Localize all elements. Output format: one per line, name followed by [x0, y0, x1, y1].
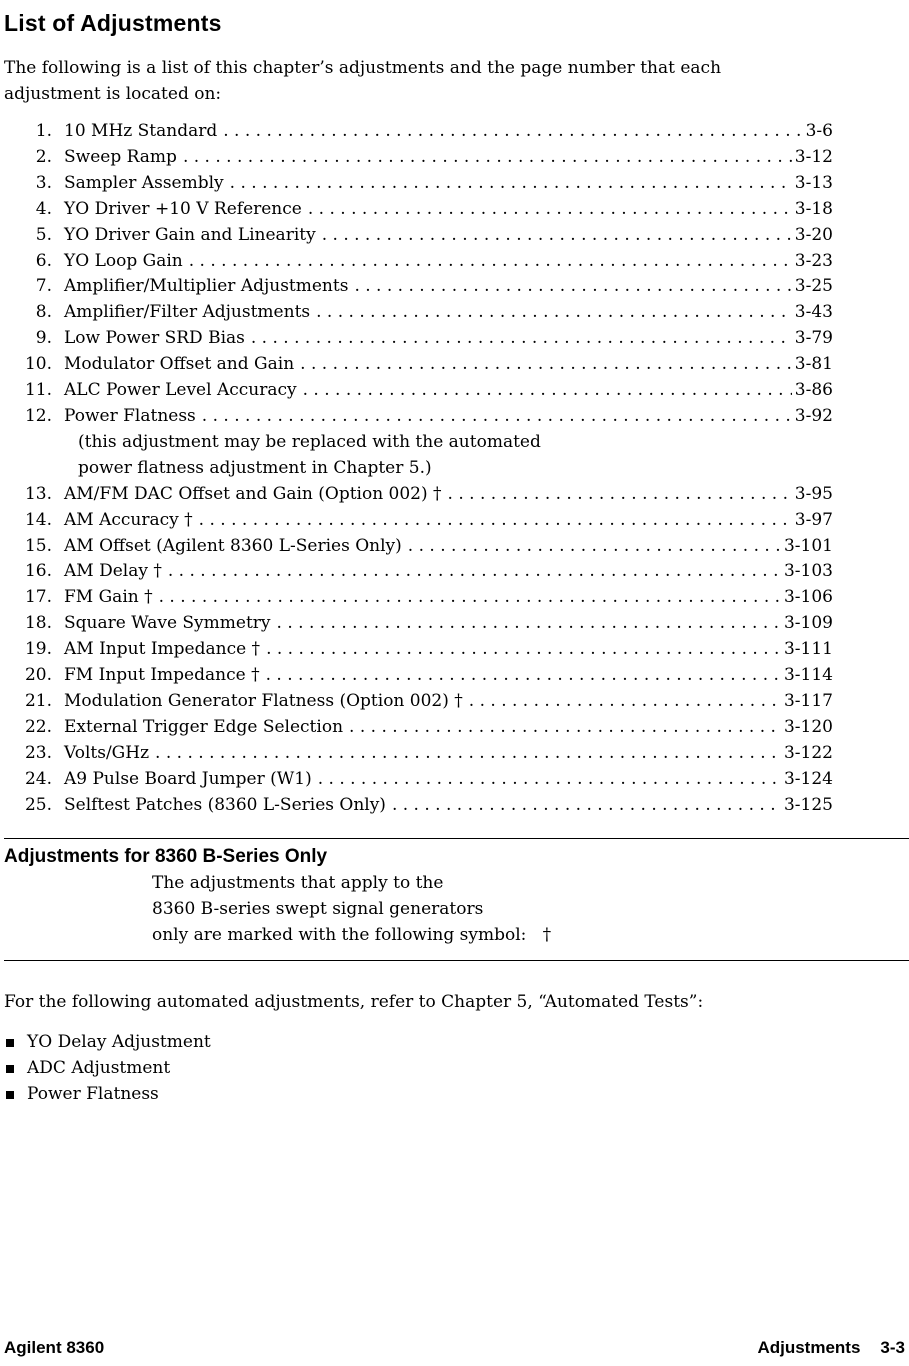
list-item-note: power flatness adjustment in Chapter 5.) — [78, 457, 432, 478]
item-number: 22. — [24, 716, 52, 737]
item-label: Sampler Assembly — [64, 172, 224, 193]
list-item — [14, 534, 833, 560]
item-page-number: 3-120 — [783, 716, 833, 737]
list-item — [14, 274, 833, 300]
item-page-number: 3-114 — [783, 665, 833, 686]
item-number: 1. — [35, 121, 52, 141]
item-label: Sweep Ramp — [64, 146, 177, 167]
item-label: FM Input Impedance † — [64, 665, 260, 686]
intro-paragraph: The following is a list of this chapter’s adjustments and the page number that each adjustment is located on: — [4, 58, 722, 104]
dot-leader — [469, 689, 781, 715]
page-footer — [4, 1338, 905, 1358]
item-label: AM Input Impedance † — [64, 639, 261, 660]
dot-leader — [318, 767, 781, 793]
item-number: 2. — [35, 146, 52, 167]
item-number: 13. — [24, 483, 52, 504]
list-item — [14, 145, 833, 171]
list-item — [14, 171, 833, 197]
item-page-number: 3-95 — [794, 483, 833, 504]
item-page-number: 3-103 — [783, 561, 833, 582]
item-label: Modulator Offset and Gain — [64, 354, 295, 375]
dot-leader — [223, 119, 802, 145]
list-item — [14, 223, 833, 249]
item-page-number: 3-106 — [783, 587, 833, 608]
bseries-text-line: 8360 B-series swept signal generators — [152, 899, 484, 920]
item-number: 24. — [24, 768, 52, 789]
list-item — [4, 1081, 909, 1107]
item-number: 12. — [24, 405, 52, 426]
dot-leader — [155, 741, 781, 767]
item-number: 25. — [24, 794, 52, 815]
item-page-number: 3-97 — [794, 509, 833, 530]
dot-leader — [300, 352, 792, 378]
item-label: YO Driver Gain and Linearity — [64, 224, 316, 245]
dot-leader — [408, 534, 781, 560]
item-label: AM Delay † — [64, 561, 162, 582]
dot-leader — [199, 508, 792, 534]
dot-leader — [168, 559, 781, 585]
list-item — [14, 585, 833, 611]
dot-leader — [448, 482, 792, 508]
page-title: List of Adjustments — [4, 10, 222, 36]
item-number: 19. — [24, 639, 52, 660]
item-label: Low Power SRD Bias — [64, 328, 245, 349]
item-number: 14. — [24, 509, 52, 530]
item-label: AM Offset (Agilent 8360 L-Series Only) — [64, 535, 402, 556]
item-page-number: 3-122 — [783, 742, 833, 763]
automated-list — [4, 1029, 909, 1107]
list-item — [4, 1055, 909, 1081]
dot-leader — [392, 793, 781, 819]
list-item — [14, 715, 833, 741]
item-page-number: 3-117 — [783, 690, 833, 711]
item-page-number: 3-109 — [783, 613, 833, 634]
item-page-number: 3-18 — [794, 198, 833, 219]
item-page-number: 3-20 — [794, 224, 833, 245]
item-number: 9. — [35, 328, 52, 349]
item-page-number: 3-12 — [794, 146, 833, 167]
dot-leader — [277, 611, 781, 637]
list-item — [14, 689, 833, 715]
item-label: Selftest Patches (8360 L-Series Only) — [64, 794, 386, 815]
item-page-number: 3-125 — [783, 794, 833, 815]
item-number: 4. — [35, 198, 52, 219]
bseries-heading: Adjustments for 8360 B-Series Only — [4, 846, 328, 868]
dot-leader — [202, 404, 792, 430]
list-item — [14, 482, 833, 508]
item-page-number: 3-86 — [794, 380, 833, 401]
item-page-number: 3-25 — [794, 276, 833, 297]
item-page-number: 3-13 — [794, 172, 833, 193]
footer-right — [757, 1338, 905, 1358]
list-item — [14, 352, 833, 378]
square-bullet-icon — [6, 1091, 14, 1099]
list-item — [14, 378, 833, 404]
dot-leader — [266, 637, 781, 663]
list-item — [14, 741, 833, 767]
dot-leader — [322, 223, 792, 249]
item-page-number: 3-124 — [783, 768, 833, 789]
list-item — [14, 611, 833, 637]
dot-leader — [316, 300, 792, 326]
list-item — [14, 300, 833, 326]
item-page-number: 3-81 — [794, 354, 833, 375]
item-label: YO Driver +10 V Reference — [64, 198, 302, 219]
section-divider — [4, 838, 909, 839]
item-number: 3. — [35, 172, 52, 193]
list-item — [4, 1029, 909, 1055]
dot-leader — [230, 171, 792, 197]
item-number: 20. — [24, 665, 52, 686]
square-bullet-icon — [6, 1065, 14, 1073]
list-item — [14, 767, 833, 793]
item-label: Power Flatness — [64, 405, 196, 426]
bseries-text-line: The adjustments that apply to the — [152, 873, 444, 894]
item-label: AM/FM DAC Offset and Gain (Option 002) † — [64, 483, 442, 504]
item-number: 11. — [24, 380, 52, 401]
item-page-number: 3-79 — [794, 328, 833, 349]
list-item — [14, 249, 833, 275]
item-number: 23. — [24, 742, 52, 763]
footer-product-name: Agilent 8360 — [4, 1338, 105, 1357]
item-number: 15. — [24, 535, 52, 556]
item-label: External Trigger Edge Selection — [64, 716, 344, 737]
item-label: Modulation Generator Flatness (Option 002) † — [64, 690, 463, 711]
item-number: 8. — [35, 302, 52, 323]
item-label: Volts/GHz — [64, 742, 150, 763]
item-label: ALC Power Level Accuracy — [64, 380, 297, 401]
bullet-label: Power Flatness — [27, 1084, 159, 1105]
dot-leader — [303, 378, 792, 404]
square-bullet-icon — [6, 1039, 14, 1047]
list-item — [14, 793, 833, 819]
footer-section-label: Adjustments — [757, 1338, 861, 1357]
item-label: Square Wave Symmetry — [64, 613, 271, 634]
footer-page-number: 3-3 — [880, 1338, 905, 1357]
bseries-text-line: only are marked with the following symbol: † — [152, 925, 552, 946]
list-item — [14, 637, 833, 663]
item-number: 5. — [35, 224, 52, 245]
adjustments-list — [4, 119, 833, 818]
item-page-number: 3-23 — [794, 250, 833, 271]
item-page-number: 3-43 — [794, 302, 833, 323]
bullet-label: YO Delay Adjustment — [27, 1032, 211, 1053]
dot-leader — [251, 326, 792, 352]
item-label: YO Loop Gain — [64, 250, 183, 271]
item-number: 16. — [24, 561, 52, 582]
item-number: 21. — [24, 690, 52, 711]
item-label: Amplifier/Multiplier Adjustments — [64, 276, 349, 297]
list-item — [14, 404, 833, 430]
item-page-number: 3-6 — [805, 121, 833, 141]
dot-leader — [308, 197, 792, 223]
list-item-note: (this adjustment may be replaced with the automated — [78, 431, 541, 452]
item-label: A9 Pulse Board Jumper (W1) — [64, 768, 312, 789]
item-number: 17. — [24, 587, 52, 608]
dot-leader — [266, 663, 781, 689]
bseries-section — [4, 846, 909, 948]
item-label: 10 MHz Standard — [64, 121, 218, 141]
list-item — [14, 326, 833, 352]
item-number: 7. — [35, 276, 52, 297]
dot-leader — [354, 274, 791, 300]
item-page-number: 3-111 — [783, 639, 833, 660]
item-number: 10. — [24, 354, 52, 375]
dot-leader — [349, 715, 781, 741]
dot-leader — [183, 145, 792, 171]
item-number: 18. — [24, 613, 52, 634]
item-page-number: 3-101 — [783, 535, 833, 556]
dot-leader — [159, 585, 781, 611]
list-item — [14, 119, 833, 145]
item-label: AM Accuracy † — [64, 509, 193, 530]
list-item — [14, 508, 833, 534]
bullet-label: ADC Adjustment — [27, 1058, 171, 1079]
section-divider — [4, 960, 909, 961]
list-item — [14, 559, 833, 585]
automated-intro: For the following automated adjustments, refer to Chapter 5, “Automated Tests”: — [4, 992, 704, 1013]
dot-leader — [189, 249, 792, 275]
item-label: Amplifier/Filter Adjustments — [64, 302, 311, 323]
list-item — [14, 663, 833, 689]
item-page-number: 3-92 — [794, 405, 833, 426]
list-item — [14, 197, 833, 223]
item-label: FM Gain † — [64, 587, 153, 608]
item-number: 6. — [35, 250, 52, 271]
